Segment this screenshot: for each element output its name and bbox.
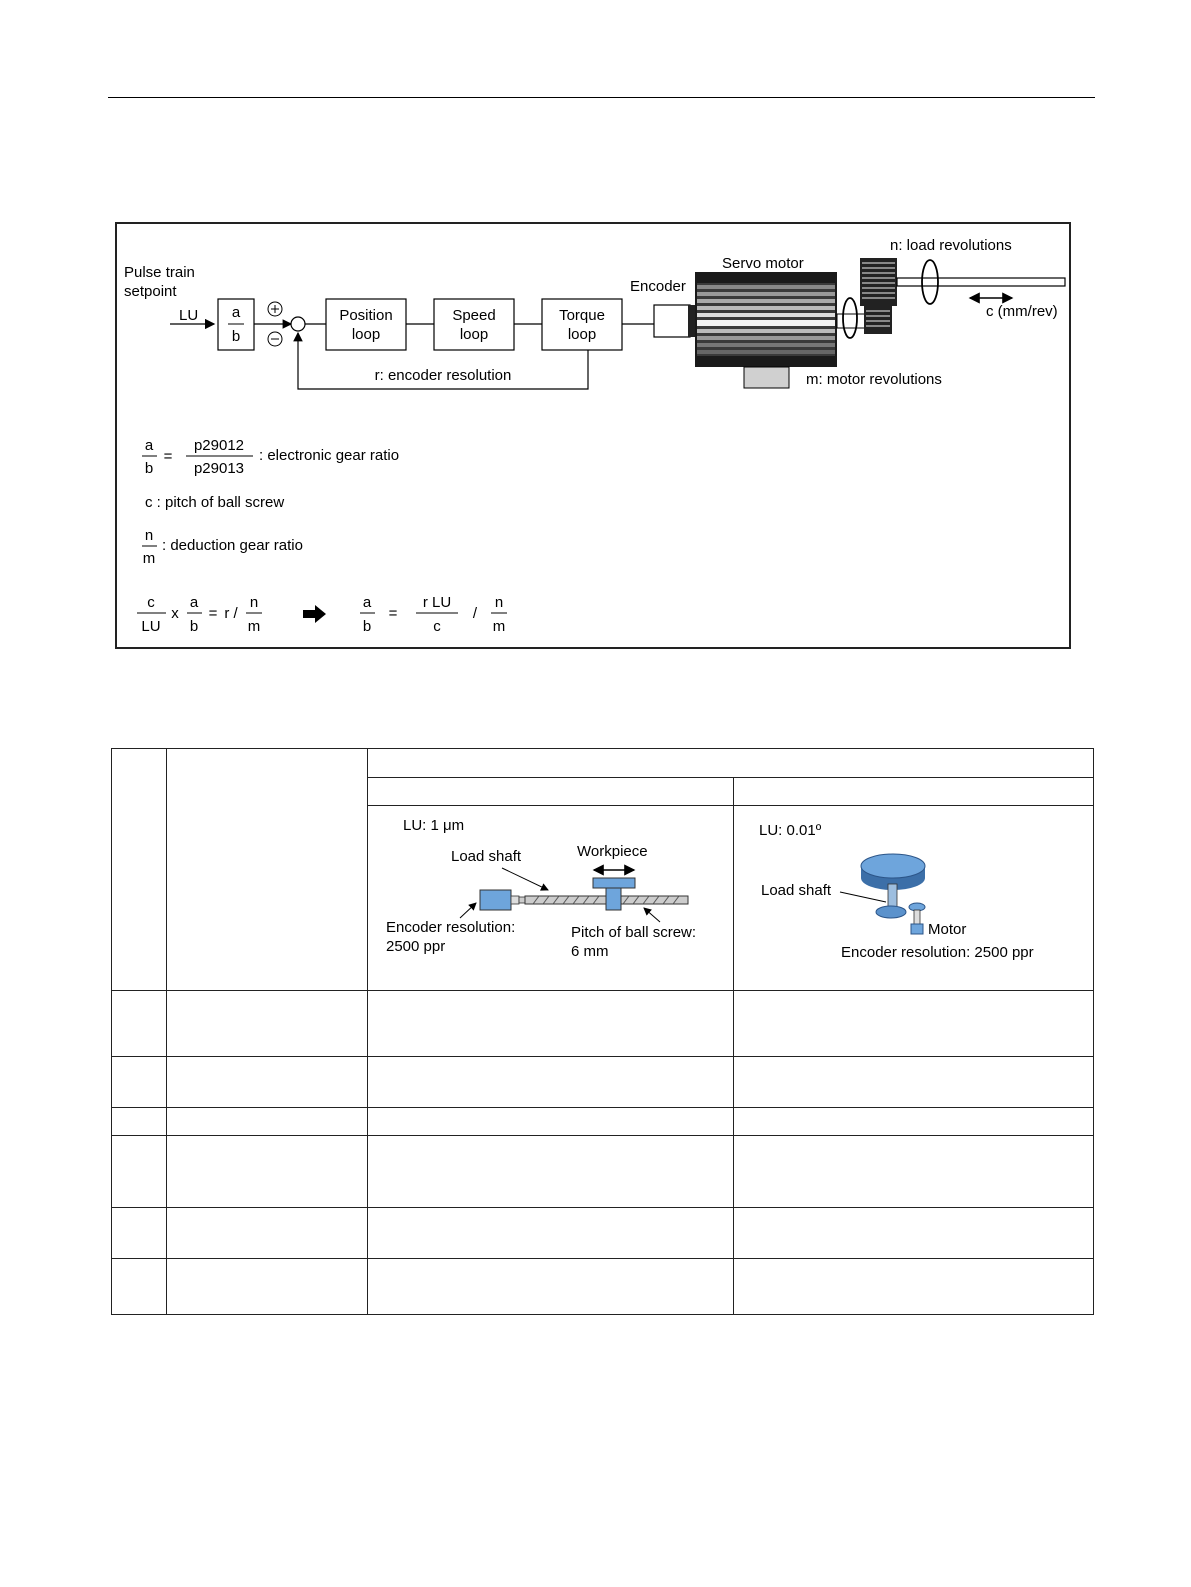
torque-loop-label-1: Torque [559, 307, 605, 324]
rotary-motor-icon [911, 924, 923, 934]
position-loop-label-1: Position [339, 307, 393, 324]
rotary-lu-label: LU: 0.01º [759, 822, 822, 839]
f2-desc: c : pitch of ball screw [145, 494, 285, 511]
pitch-label-line1: Pitch of ball screw: [571, 924, 697, 941]
f1-param-den: p29013 [193, 460, 245, 477]
rotary-figure-cell [734, 806, 1094, 991]
f1-eq: = [163, 448, 173, 465]
f1-desc: : electronic gear ratio [259, 447, 400, 464]
table-cell-ballscrew-header [368, 778, 734, 806]
encoder-block [654, 305, 690, 337]
ball-screw-figure [368, 806, 734, 986]
motor-shaft [837, 314, 865, 328]
rotary-table-icon [861, 854, 925, 934]
f4-x: x [171, 605, 179, 622]
example-table [111, 748, 1094, 1315]
table-cell [167, 1108, 368, 1136]
f5-rlu: r LU [422, 594, 452, 611]
ballscrew-lu-label: LU: 1 μm [403, 817, 465, 834]
table-cell-step-header [112, 749, 167, 991]
table-cell [368, 991, 734, 1057]
table-cell [112, 1108, 167, 1136]
f4-c: c [147, 594, 155, 611]
f4-m: m [247, 618, 261, 635]
f3-num: n [144, 527, 154, 544]
f1-param-num: p29012 [193, 437, 245, 454]
table-cell [368, 1208, 734, 1259]
motor-encoder-icon [480, 890, 511, 910]
f5-n: n [494, 594, 504, 611]
speed-loop-label-2: loop [459, 326, 489, 343]
f5-eq: = [388, 605, 398, 622]
position-loop-label-2: loop [351, 326, 381, 343]
pitch-label: c (mm/rev) [986, 303, 1058, 320]
f4-b: b [189, 618, 199, 635]
table-cell [734, 1259, 1094, 1315]
implies-arrow-icon [303, 605, 326, 623]
f4-eq: = [208, 605, 218, 622]
table-cell [167, 991, 368, 1057]
gear-block-num: a [231, 304, 241, 321]
summing-junction [291, 317, 305, 331]
f1-den: b [144, 460, 154, 477]
f1-num: a [144, 437, 154, 454]
f4-n: n [249, 594, 259, 611]
ballscrew-encoder-res-line2: 2500 ppr [386, 938, 446, 955]
table-cell [112, 1136, 167, 1208]
torque-loop-label-2: loop [567, 326, 597, 343]
table-cell [734, 1057, 1094, 1108]
table-cell [167, 1136, 368, 1208]
f5-slash: / [472, 605, 478, 622]
load-revolutions-label: n: load revolutions [890, 237, 1012, 254]
f4-r: r / [224, 605, 238, 622]
f5-b: b [362, 618, 372, 635]
workpiece-icon [593, 878, 635, 888]
table-cell [167, 1259, 368, 1315]
f3-desc: : deduction gear ratio [162, 537, 303, 554]
setpoint-label-line1: Pulse train [124, 264, 195, 281]
encoder-label: Encoder [630, 278, 686, 295]
ballscrew-encoder-res-line1: Encoder resolution: [386, 919, 516, 936]
table-cell [167, 1208, 368, 1259]
table-cell [112, 1259, 167, 1315]
table-cell-mechanism-header [368, 749, 1094, 778]
table-cell-description-header [167, 749, 368, 991]
table-cell [734, 1108, 1094, 1136]
table-cell-rotary-header [734, 778, 1094, 806]
pitch-label-line2: 6 mm [571, 943, 609, 960]
ballscrew-figure-cell [368, 806, 734, 991]
table-cell [368, 1136, 734, 1208]
rotary-encoder-res-label: Encoder resolution: 2500 ppr [841, 944, 1034, 961]
table-cell [734, 1208, 1094, 1259]
table-cell [112, 1057, 167, 1108]
table-cell [734, 1136, 1094, 1208]
servo-motor-label: Servo motor [722, 255, 804, 272]
table-cell [167, 1057, 368, 1108]
setpoint-label-line2: setpoint [124, 283, 177, 300]
f5-m: m [492, 618, 506, 635]
workpiece-label: Workpiece [577, 843, 648, 860]
f5-c: c [433, 618, 441, 635]
lu-input-label: LU [179, 307, 199, 324]
f3-den: m [142, 550, 156, 567]
table-cell [734, 991, 1094, 1057]
f4-a: a [189, 594, 199, 611]
f4-lu: LU [141, 618, 161, 635]
table-cell [368, 1057, 734, 1108]
rotary-motor-label: Motor [928, 921, 967, 938]
table-cell [368, 1108, 734, 1136]
gear-block-den: b [231, 328, 241, 345]
f5-a: a [362, 594, 372, 611]
speed-loop-label-1: Speed [452, 307, 496, 324]
table-cell [368, 1259, 734, 1315]
ballscrew-load-shaft-label: Load shaft [451, 848, 522, 865]
table-cell [112, 991, 167, 1057]
feedback-label: r: encoder resolution [374, 367, 512, 384]
table-cell [112, 1208, 167, 1259]
motor-revolutions-label: m: motor revolutions [806, 371, 942, 388]
rotary-load-shaft-label: Load shaft [761, 882, 832, 899]
gear-icon [860, 258, 897, 334]
rotary-table-figure [734, 806, 1094, 986]
